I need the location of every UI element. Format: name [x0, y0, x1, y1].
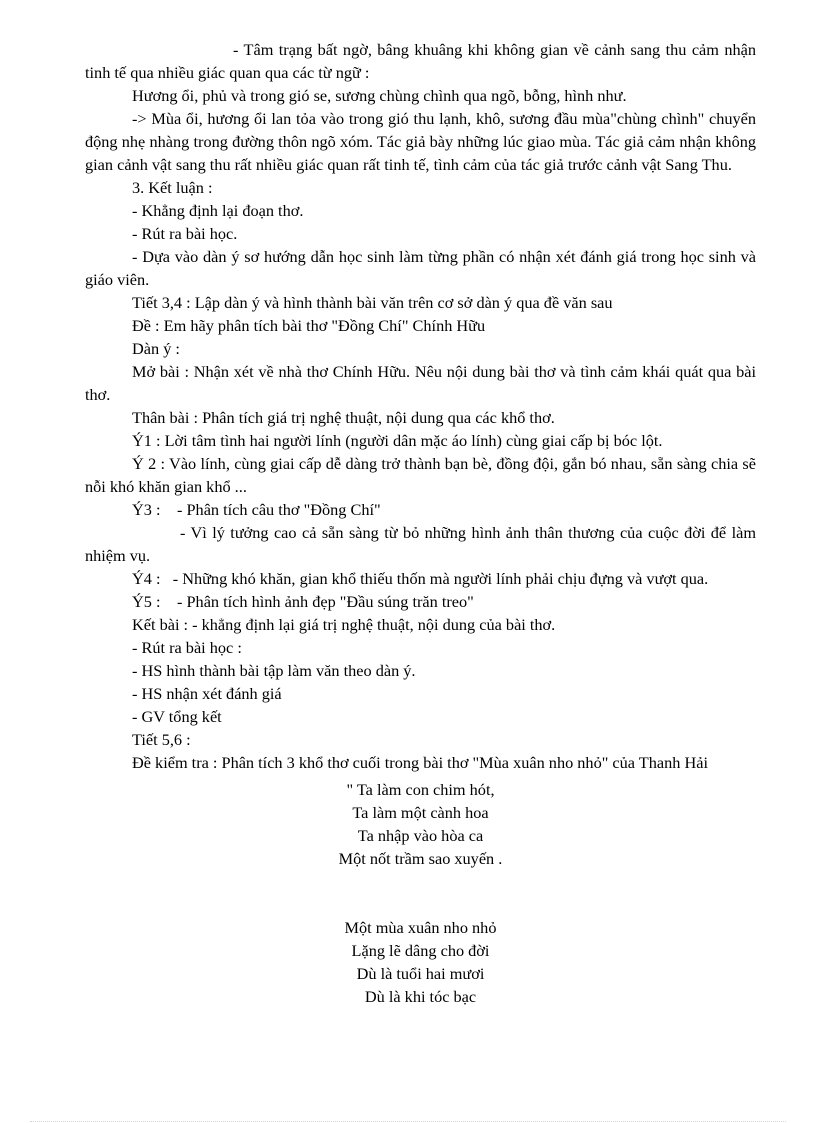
paragraph-mood: - Tâm trạng bất ngờ, bâng khuâng khi không gian về cảnh sang thu cảm nhận tinh tế qua nhiều giác quan qua các từ ngữ : [85, 40, 756, 82]
list-item: - Dựa vào dàn ý sơ hướng dẫn học sinh làm từng phần có nhận xét đánh giá trong học sinh và giáo viên. [85, 247, 756, 289]
point-label: Ý4 : [132, 569, 161, 588]
outline-conclusion: Kết bài : - khẳng định lại giá trị nghệ thuật, nội dung của bài thơ. [132, 615, 556, 634]
poem-line: Một nốt trầm sao xuyến . [338, 849, 503, 868]
lesson-heading-3-4: Tiết 3,4 : Lập dàn ý và hình thành bài văn trên cơ sở dàn ý qua đề văn sau [132, 293, 613, 312]
list-item: - Rút ra bài học. [132, 224, 238, 243]
paragraph-analysis: -> Mùa ổi, hương ổi lan tỏa vào trong gió thu lạnh, khô, sương đầu mùa"chùng chình" chuyển động nhẹ nhàng trong đường thôn ngõ xóm. Tác giả bày những lúc giao mùa. Tác giả cảm nhận không gian cảnh vật sang thu rất nhiều giác quan rất tinh tế, tình cảm của tác giả trước cảnh vật Sang Thu. [85, 109, 756, 174]
poem-line: Một mùa xuân nho nhỏ [344, 918, 497, 937]
point-label: Ý3 : [132, 500, 161, 519]
point-text: - Phân tích câu thơ "Đồng Chí" [177, 500, 381, 519]
poem-line: Ta làm một cành hoa [352, 803, 489, 822]
lesson-heading-5-6: Tiết 5,6 : [132, 730, 191, 749]
outline-intro: Mở bài : Nhận xét về nhà thơ Chính Hữu. Nêu nội dung bài thơ và tình cảm khái quát qua bài thơ. [85, 362, 756, 404]
document-page [85, 38, 756, 1008]
point-text: - Phân tích hình ảnh đẹp "Đầu súng trăn treo" [177, 592, 474, 611]
paragraph-imagery: Hương ổi, phủ và trong gió se, sương chùng chình qua ngõ, bỗng, hình như. [132, 86, 627, 105]
outline-point-3-detail: - Vì lý tưởng cao cả sẵn sàng từ bỏ những hình ảnh thân thương của cuộc đời để làm nhiệm vụ. [85, 523, 756, 565]
page-bottom-divider [30, 1121, 786, 1122]
list-item: - Khẳng định lại đoạn thơ. [132, 201, 304, 220]
poem-line: Dù là khi tóc bạc [364, 987, 477, 1006]
poem-line: Ta nhập vào hòa ca [357, 826, 484, 845]
list-item: - HS hình thành bài tập làm văn theo dàn ý. [132, 661, 416, 680]
point-text: - Những khó khăn, gian khổ thiếu thốn mà người lính phải chịu đựng và vượt qua. [172, 569, 709, 588]
outline-point-2: Ý 2 : Vào lính, cùng giai cấp dễ dàng trở thành bạn bè, đồng đội, gắn bó nhau, sẵn sàng chia sẽ nỗi khó khăn gian khổ ... [85, 454, 756, 496]
outline-point-5 [85, 590, 756, 613]
outline-point-4 [85, 567, 756, 590]
poem-line: Lặng lẽ dâng cho đời [351, 941, 490, 960]
heading-conclusion: 3. Kết luận : [132, 178, 213, 197]
poem-line: " Ta làm con chim hót, [346, 780, 495, 799]
outline-body: Thân bài : Phân tích giá trị nghệ thuật, nội dung qua các khổ thơ. [132, 408, 555, 427]
stanza-gap [85, 870, 756, 916]
list-item: - Rút ra bài học : [132, 638, 242, 657]
exercise-prompt: Đề : Em hãy phân tích bài thơ "Đồng Chí" Chính Hữu [132, 316, 486, 335]
list-item: - HS nhận xét đánh giá [132, 684, 282, 703]
outline-point-1: Ý1 : Lời tâm tình hai người lính (người dân mặc áo lính) cùng giai cấp bị bóc lột. [132, 431, 663, 450]
point-label: Ý5 : [132, 592, 161, 611]
list-item: - GV tổng kết [132, 707, 222, 726]
poem-line: Dù là tuổi hai mươi [356, 964, 485, 983]
outline-point-3 [85, 498, 756, 521]
outline-heading: Dàn ý : [132, 339, 180, 358]
test-prompt: Đề kiểm tra : Phân tích 3 khổ thơ cuối trong bài thơ "Mùa xuân nho nhỏ" của Thanh Hải [132, 753, 708, 772]
poem-excerpt [85, 778, 756, 1008]
